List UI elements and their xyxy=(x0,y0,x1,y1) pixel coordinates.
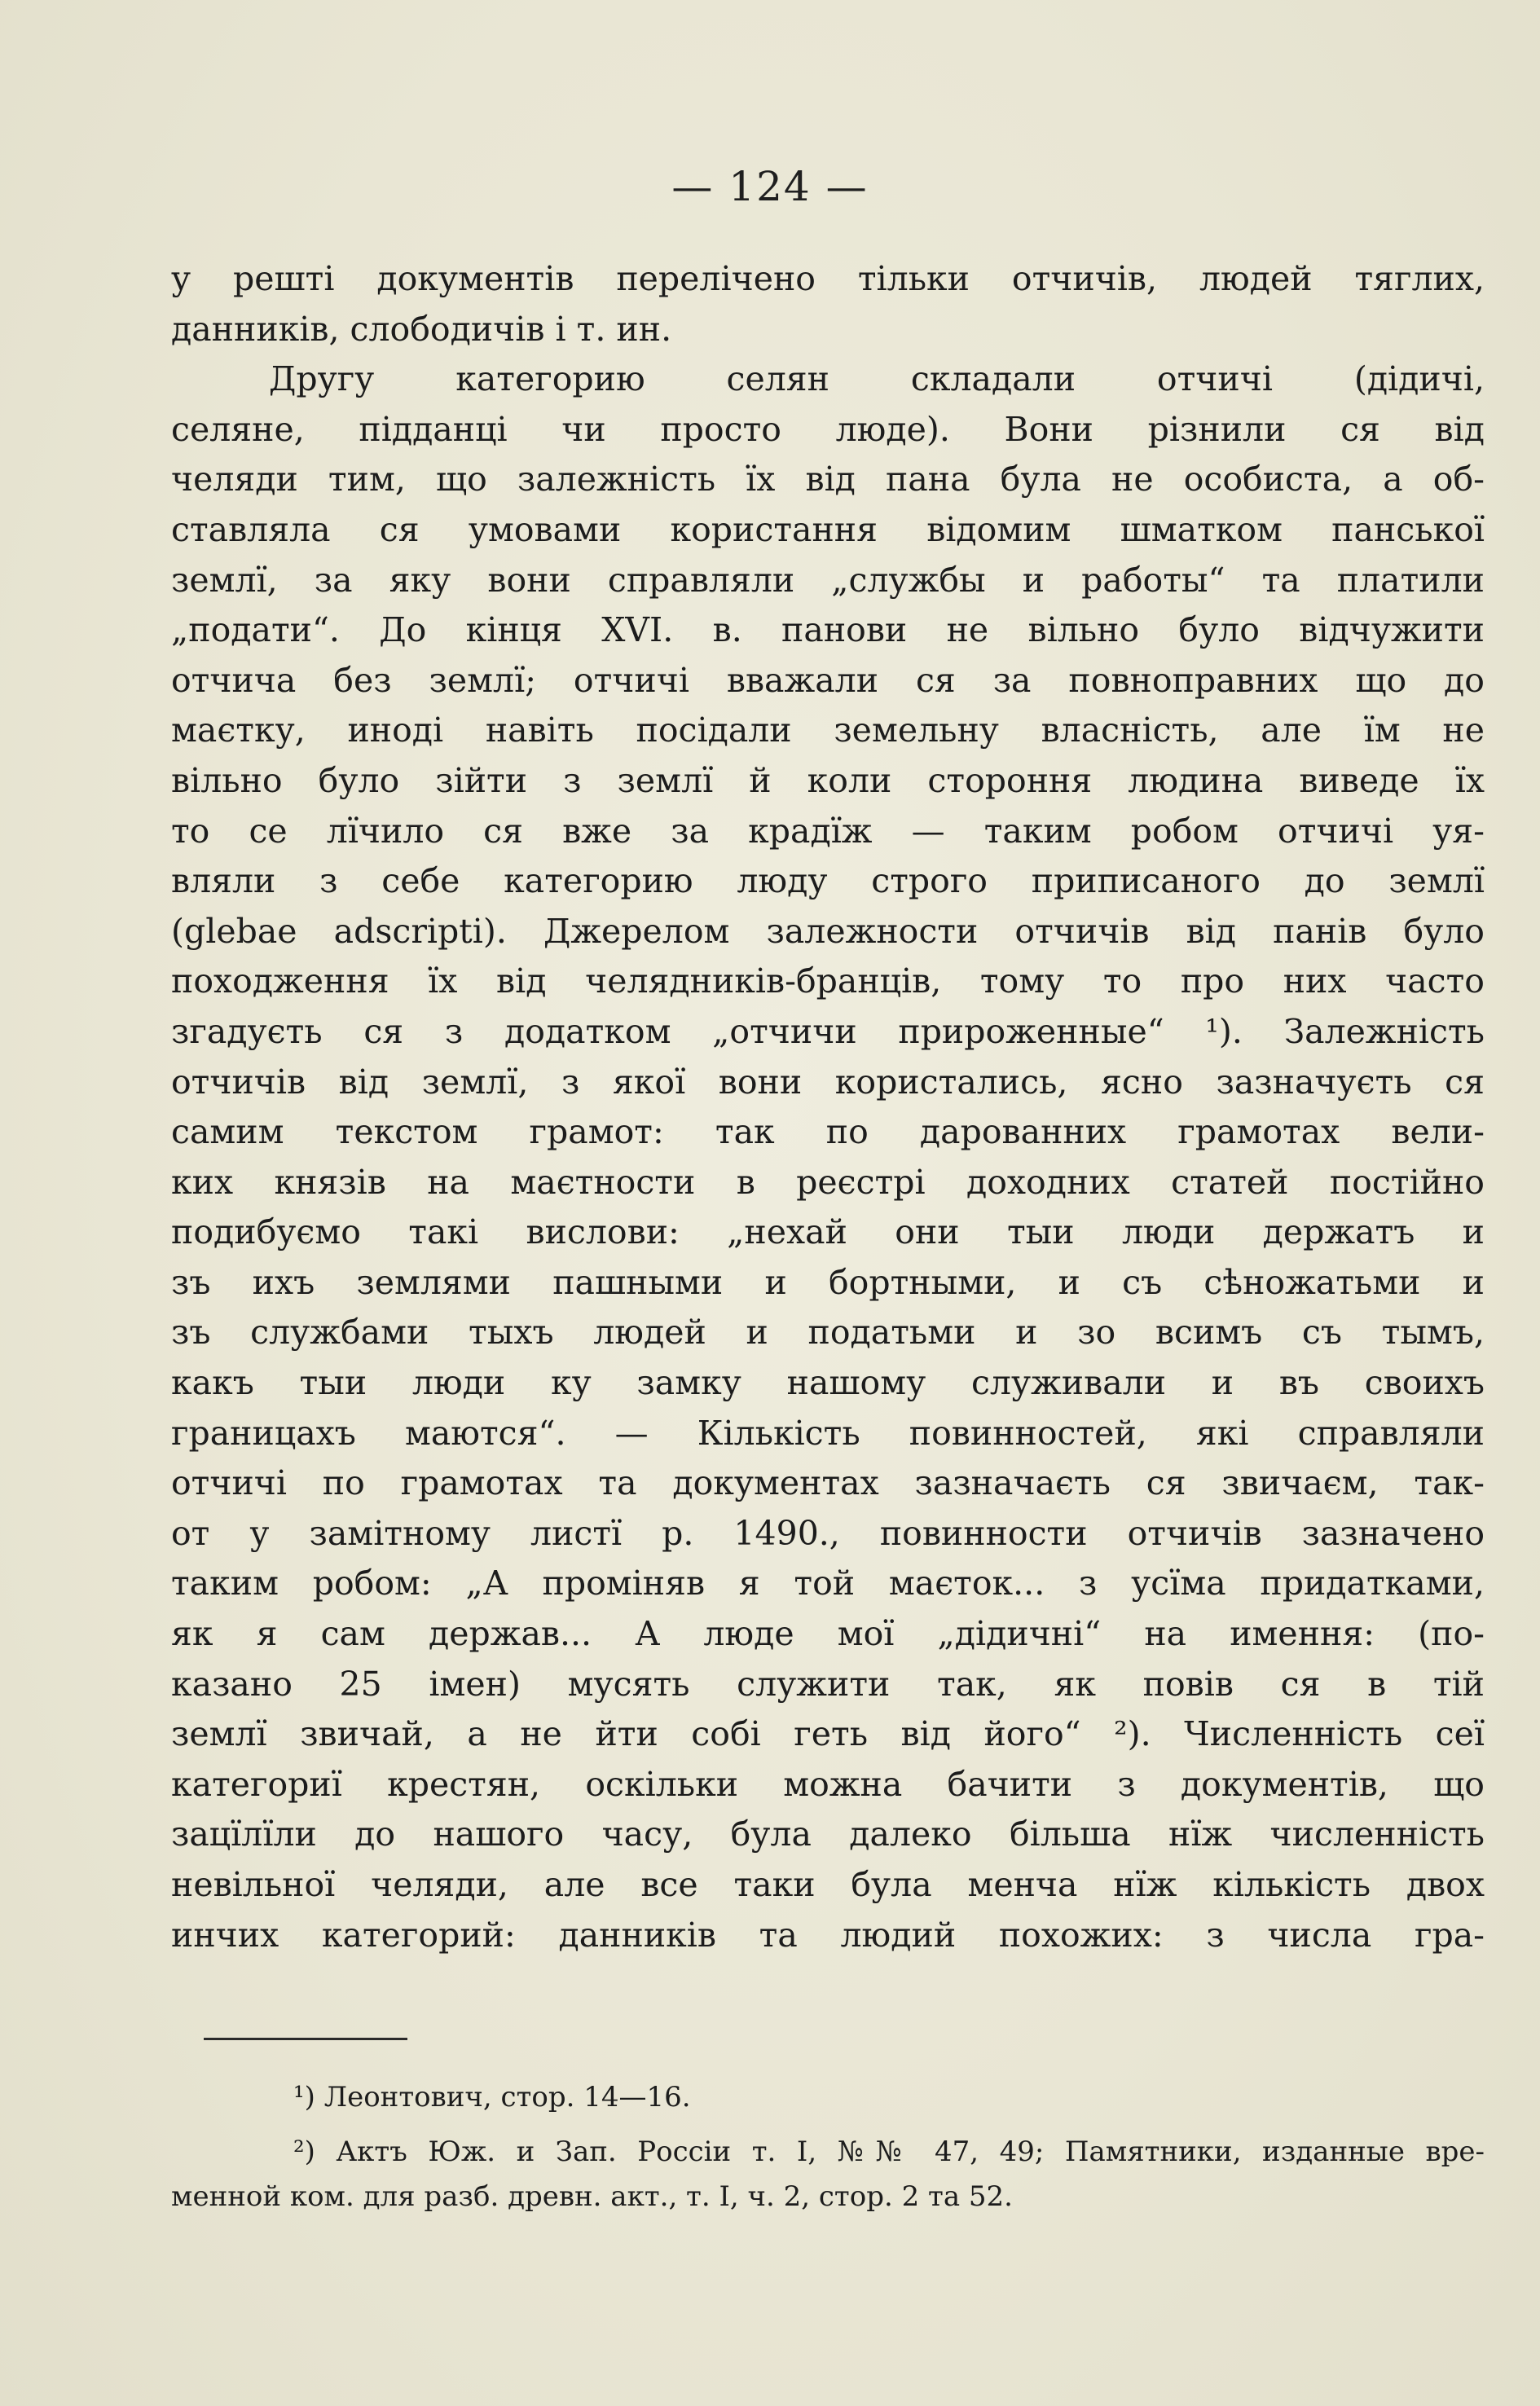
body-line: невільної челяди, але все таки була менча нїж кількість двох xyxy=(171,1865,1485,1904)
body-line: зъ службами тыхъ людей и податьми и зо всимъ съ тымъ, xyxy=(171,1313,1485,1353)
body-line: ставляла ся умовами користання відомим шматком панської xyxy=(171,509,1485,549)
body-line: то се лїчило ся вже за крадїж — таким робом отчичі уя- xyxy=(171,811,1485,851)
body-line: „подати“. До кінця XVI. в. панови не вільно було відчужити xyxy=(171,610,1485,650)
body-line: ких князів на маєтности в реєстрі доходних статей постійно xyxy=(171,1162,1485,1202)
body-line: згадуєть ся з додатком „отчичи прироженные“ ¹). Залежність xyxy=(171,1011,1485,1051)
body-line: какъ тыи люди ку замку нашому служивали и въ своихъ xyxy=(171,1363,1485,1403)
body-line: самим текстом грамот: так по дарованних грамотах вели- xyxy=(171,1112,1485,1152)
body-line: границахъ маются“. — Кількість повинностей, які справляли xyxy=(171,1413,1485,1453)
body-line: отчичі по грамотах та документах зазначаєть ся звичаєм, так- xyxy=(171,1463,1485,1503)
body-line: отчичів від землї, з якої вони користались, ясно зазначуєть ся xyxy=(171,1062,1485,1102)
body-line: вляли з себе категорию люду строго приписаного до землї xyxy=(171,861,1485,901)
body-line: (glebae adscripti). Джерелом залежности отчичів від панів було xyxy=(171,911,1485,951)
body-line: зъ ихъ землями пашными и бортными, и съ сѣножатьми и xyxy=(171,1262,1485,1302)
footnote-2-line-1: ²) Актъ Юж. и Зап. Россіи т. I, №№ 47, 49; Памятники, изданные вре- xyxy=(293,2135,1485,2168)
body-line: маєтку, иноді навіть посідали земельну власність, але їм не xyxy=(171,710,1485,750)
body-line: зацїлїли до нашого часу, була далеко більша нїж численність xyxy=(171,1814,1485,1854)
body-line: от у замітному листї р. 1490., повинности отчичів зазначено xyxy=(171,1513,1485,1553)
body-line: у решті документів перелічено тільки отчичів, людей тяглих, xyxy=(171,259,1485,298)
footnote-2-line-2: менной ком. для разб. древн. акт., т. I, ч. 2, стор. 2 та 52. xyxy=(171,2180,1013,2213)
body-line: вільно було зійти з землї й коли стороння людина виведе їх xyxy=(171,760,1485,800)
body-line: Другу категорию селян складали отчичі (дідичі, xyxy=(269,359,1485,399)
footnote-divider xyxy=(204,2038,407,2040)
body-line: челяди тим, що залежність їх від пана була не особиста, а об- xyxy=(171,460,1485,499)
footnote-1: ¹) Леонтович, стор. 14—16. xyxy=(293,2081,691,2113)
body-text xyxy=(171,254,1485,1960)
body-line: категориї крестян, оскільки можна бачити з документів, що xyxy=(171,1764,1485,1804)
body-line: казано 25 імен) мусять служити так, як повів ся в тій xyxy=(171,1664,1485,1704)
body-line: подибуємо такі вислови: „нехай они тыи люди держатъ и xyxy=(171,1212,1485,1252)
body-line: селяне, підданці чи просто люде). Вони різнили ся від xyxy=(171,409,1485,449)
body-line: таким робом: „А проміняв я той маєток... з усїма придатками, xyxy=(171,1564,1485,1603)
footnotes xyxy=(171,2076,1485,2220)
body-line: отчича без землї; отчичі вважали ся за повноправних що до xyxy=(171,660,1485,700)
page-number: — 124 — xyxy=(671,163,869,210)
body-line: данників, слободичів і т. ин. xyxy=(171,309,672,349)
body-line: походження їх від челядників-бранців, тому то про них часто xyxy=(171,961,1485,1001)
body-line: землї звичай, а не йти собі геть від його“ ²). Численність сеї xyxy=(171,1714,1485,1754)
body-line: як я сам держав... А люде мої „дідичні“ на имення: (по- xyxy=(171,1614,1485,1654)
body-line: землї, за яку вони справляли „службы и работы“ та платили xyxy=(171,560,1485,600)
body-line: инчих категорий: данників та людий похожих: з числа гра- xyxy=(171,1915,1485,1955)
